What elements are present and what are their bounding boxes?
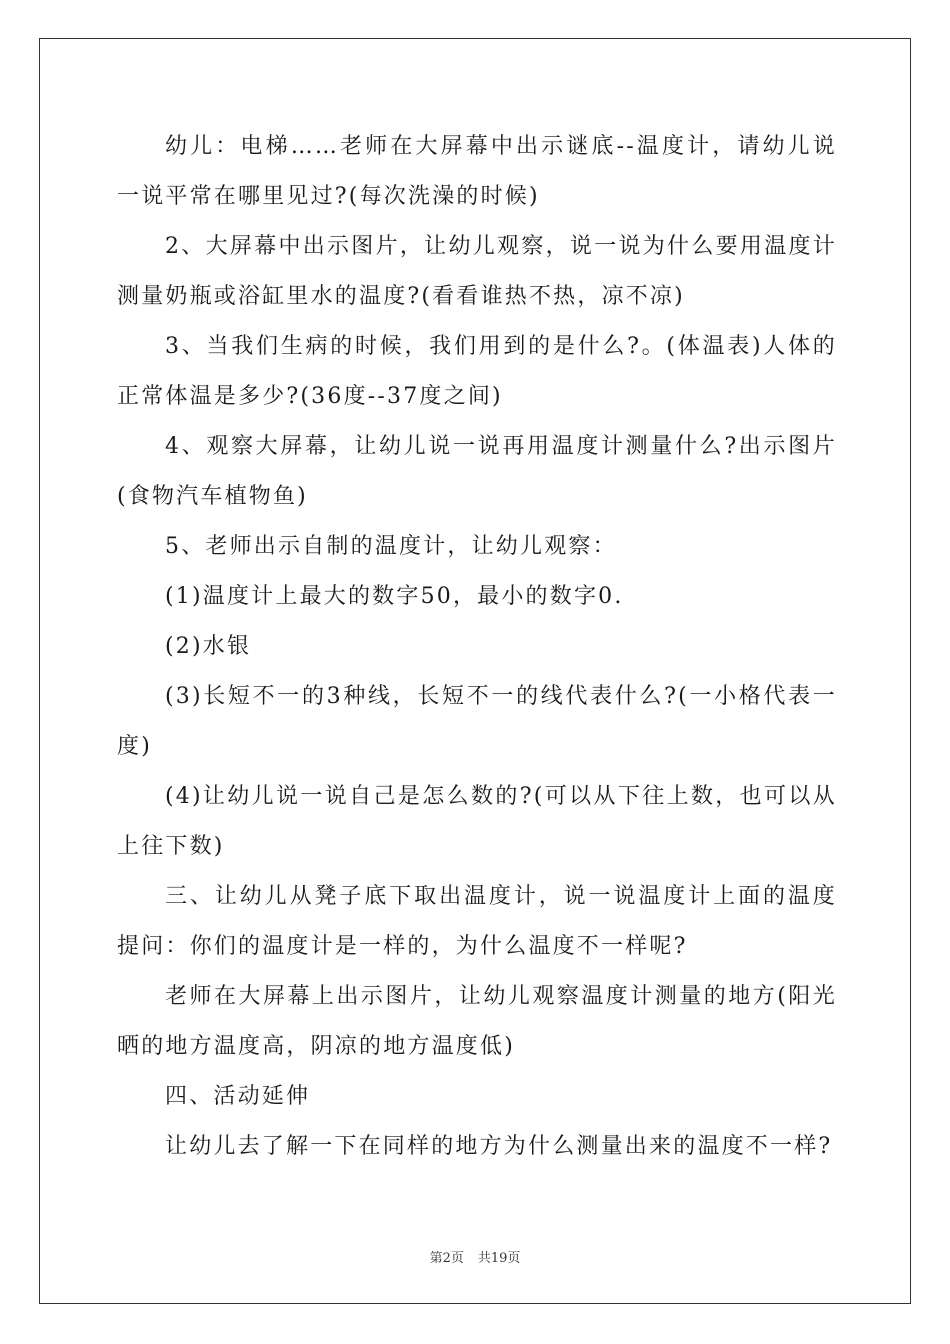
paragraph-2: 2、大屏幕中出示图片，让幼儿观察，说一说为什么要用温度计测量奶瓶或浴缸里水的温度?(看看谁热不热，凉不凉)	[117, 234, 837, 309]
list-item-3: (3)长短不一的3种线，长短不一的线代表什么?(一小格代表一度)	[117, 684, 837, 759]
paragraph-1: 幼儿：电梯……老师在大屏幕中出示谜底--温度计，请幼儿说一说平常在哪里见过?(每次洗澡的时候)	[117, 134, 837, 209]
paragraph-3: 3、当我们生病的时候，我们用到的是什么?。(体温表)人体的正常体温是多少?(36度--37度之间)	[117, 334, 837, 409]
section-three-paragraph: 三、让幼儿从凳子底下取出温度计，说一说温度计上面的温度提问：你们的温度计是一样的，为什么温度不一样呢?	[117, 884, 837, 959]
paragraph-teacher-shows: 老师在大屏幕上出示图片，让幼儿观察温度计测量的地方(阳光晒的地方温度高，阴凉的地方温度低)	[117, 984, 837, 1059]
page-total: 共19页	[477, 1251, 521, 1266]
page-footer	[0, 1247, 950, 1266]
section-four-heading: 四、活动延伸	[165, 1084, 311, 1109]
paragraph-4: 4、观察大屏幕，让幼儿说一说再用温度计测量什么?出示图片(食物汽车植物鱼)	[117, 434, 837, 509]
document-body	[117, 122, 837, 1172]
list-item-4: (4)让幼儿说一说自己是怎么数的?(可以从下往上数，也可以从上往下数)	[117, 784, 837, 859]
list-item-2: (2)水银	[165, 634, 252, 659]
list-item-1: (1)温度计上最大的数字50，最小的数字0.	[165, 584, 624, 609]
paragraph-5: 5、老师出示自制的温度计，让幼儿观察：	[165, 534, 617, 559]
page-number: 第2页	[429, 1251, 464, 1266]
paragraph-extension: 让幼儿去了解一下在同样的地方为什么测量出来的温度不一样?	[165, 1134, 833, 1159]
